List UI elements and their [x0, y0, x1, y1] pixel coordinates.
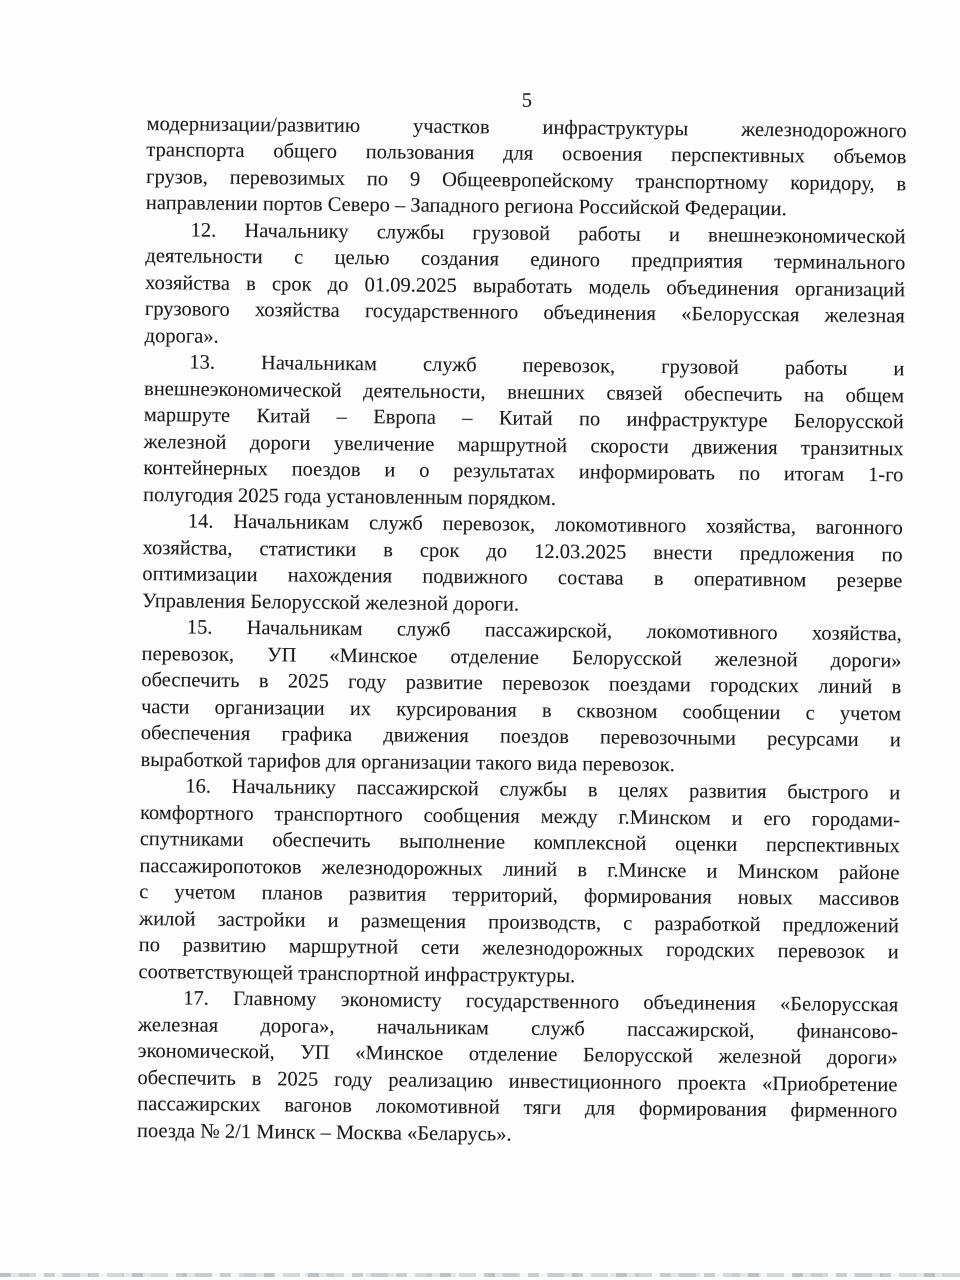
text-line: модернизации/развитию участков инфраструктуры железнодорожного — [146, 112, 907, 142]
document-body — [137, 110, 907, 1151]
text-line: 13. Начальникам служб перевозок, грузовой работы и — [189, 351, 905, 381]
text-line: пассажирских вагонов локомотивной тяги для формирования фирменного — [137, 1092, 898, 1123]
text-line: обеспечить в 2025 году развитие перевозок поездами городских линий в — [141, 668, 902, 699]
text-line: части организации их курсирования в сквозном сообщении с учетом — [140, 695, 902, 725]
scanned-text-block — [137, 84, 907, 1151]
text-line: внешнеэкономической деятельности, внешних связей обеспечить на общем — [143, 377, 905, 407]
text-line: пассажиропотоков железнодорожных линий в г.Минске и Минском районе — [139, 854, 900, 884]
text-line: хозяйства, статистики в срок до 12.03.2025 внести предложения по — [142, 536, 903, 566]
text-line: 12. Начальнику службы грузовой работы и внешнеэкономической — [190, 218, 906, 248]
page-number: 5 — [521, 89, 533, 112]
text-line: контейнерных поездов и о результатах информировать по итогам 1-го — [143, 456, 904, 487]
text-line: транспорта общего пользования для освоения перспективных объемов — [146, 138, 907, 169]
paragraph — [143, 349, 904, 515]
paragraph — [140, 614, 901, 780]
text-line: дорога». — [144, 324, 219, 348]
text-line: жилой застройки и размещения производств, с разработкой предложений — [138, 907, 900, 937]
paragraph — [137, 985, 898, 1151]
text-line: обеспечения графика движения поездов перевозочными ресурсами и — [140, 721, 901, 752]
text-line: 17. Главному экономисту государственного объединения «Белорусская — [183, 987, 899, 1017]
text-line: выработкой тарифов для организации такого вида перевозок. — [140, 748, 675, 776]
text-line: оптимизации нахождения подвижного состава в оперативном резерве — [142, 562, 903, 593]
text-line: железной дороги увеличение маршрутной скорости движения транзитных — [143, 430, 904, 460]
text-line: 14. Начальникам служб перевозок, локомотивного хозяйства, вагонного — [187, 510, 903, 540]
text-line: грузов, перевозимых по 9 Общеевропейскому транспортному коридору, в — [146, 165, 907, 195]
text-line: хозяйства в срок до 01.09.2025 выработать модель объединения организаций — [144, 271, 906, 301]
text-line: комфортного транспортного сообщения между г.Минском и его городами- — [139, 801, 901, 831]
text-line: маршруте Китай – Европа – Китай по инфраструктуре Белорусской — [143, 403, 904, 434]
text-line: обеспечить в 2025 году реализацию инвестиционного проекта «Приобретение — [137, 1066, 898, 1096]
text-line: 16. Начальнику пассажирской службы в целях развития быстрого и — [185, 775, 901, 805]
paragraph — [146, 110, 907, 223]
text-line: по развитию маршрутной сети железнодорожных городских перевозок и — [138, 933, 899, 964]
paragraph — [144, 216, 905, 356]
paragraph — [142, 508, 903, 621]
text-line: полугодия 2025 года установленным порядком. — [142, 483, 557, 510]
text-line: железная дорога», начальникам служб пассажирской, финансово- — [137, 1013, 899, 1043]
text-line: с учетом планов развития территорий, формирования новых массивов — [139, 880, 900, 911]
text-line: поезда № 2/1 Минск – Москва «Беларусь». — [136, 1119, 512, 1146]
text-line: Управления Белорусской железной дороги. — [141, 589, 520, 616]
text-line: 15. Начальникам служб пассажирской, локомотивного хозяйства, — [186, 616, 902, 646]
scan-edge-artifact — [0, 1273, 960, 1277]
text-line: спутниками обеспечить выполнение комплексной оценки перспективных — [139, 827, 900, 858]
text-line: деятельности с целью создания единого предприятия терминального — [145, 244, 906, 275]
text-line: перевозок, УП «Минское отделение Белорусской железной дороги» — [141, 642, 902, 672]
text-line: направлении портов Северо – Западного региона Российской Федерации. — [145, 191, 787, 221]
text-line: экономической, УП «Минское отделение Белорусской железной дороги» — [137, 1039, 898, 1070]
text-line: соответствующей транспортной инфраструктуры. — [138, 960, 576, 987]
text-line: грузового хозяйства государственного объединения «Белорусская железная — [144, 297, 905, 328]
paragraph — [138, 773, 900, 992]
